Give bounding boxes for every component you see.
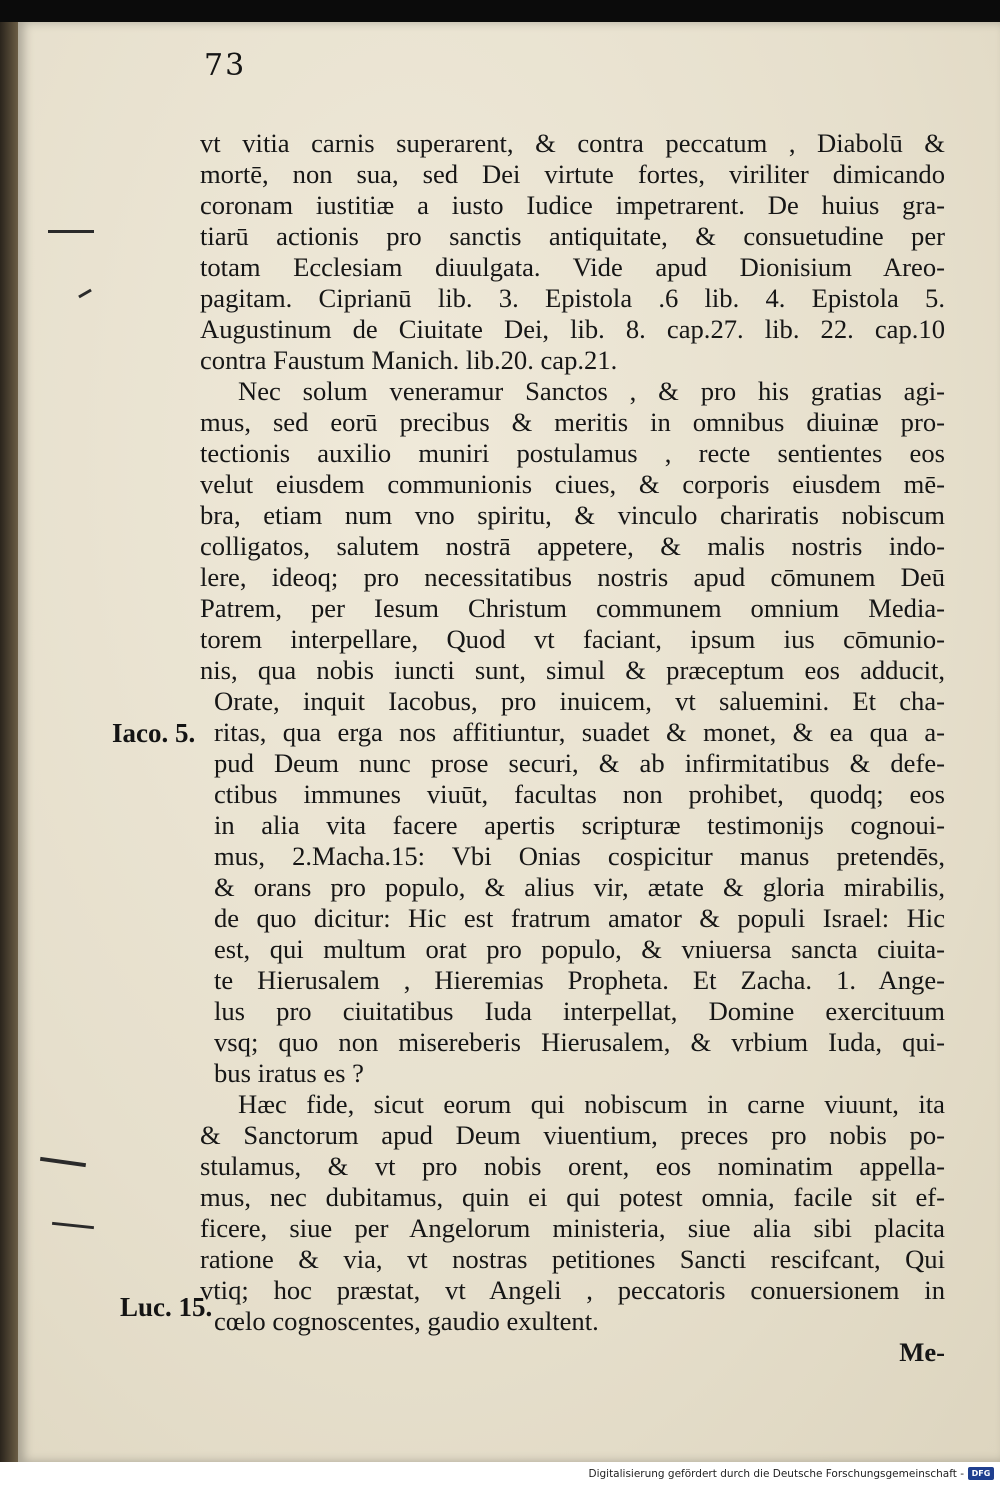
catchword: Me- <box>899 1337 945 1367</box>
text-line: colligatos, salutem nostrā appetere, & malis nostris indo- <box>200 531 945 561</box>
text-line: mus, sed eorū precibus & meritis in omnibus diuinæ pro- <box>200 407 945 437</box>
text-line: ficere, siue per Angelorum ministeria, siue alia sibi placita <box>200 1213 945 1243</box>
text-line: vsq; quo non misereberis Hierusalem, & vrbium Iuda, qui- <box>214 1027 945 1057</box>
text-line: Patrem, per Iesum Christum communem omnium Media- <box>200 593 945 623</box>
text-line: cœlo cognoscentes, gaudio exultent. <box>214 1306 599 1336</box>
text-line: vtiq; hoc præstat, vt Angeli , peccatoris conuersionem in <box>200 1275 945 1305</box>
text-line: bra, etiam num vno spiritu, & vinculo chariratis nobiscum <box>200 500 945 530</box>
footer-credit: Digitalisierung gefördert durch die Deutsche Forschungsgemeinschaft - <box>588 1468 964 1480</box>
text-line: mortē, non sua, sed Dei virtute fortes, viriliter dimicando <box>200 159 945 189</box>
text-line: velut eiusdem communionis ciues, & corporis eiusdem mē- <box>200 469 945 499</box>
text-line: totam Ecclesiam diuulgata. Vide apud Dionisium Areo- <box>200 252 945 282</box>
book-binding-edge <box>0 22 18 1462</box>
text-line: Hæc fide, sicut eorum qui nobiscum in carne viuunt, ita <box>238 1089 945 1119</box>
text-line: pud Deum nunc prose securi, & ab infirmitatibus & defe- <box>214 748 945 778</box>
text-line: nis, qua nobis iuncti sunt, simul & præceptum eos adducit, <box>200 655 945 685</box>
text-line: in alia vita facere apertis scripturæ testimonijs cognoui- <box>214 810 945 840</box>
margin-note-iaco: Iaco. 5. <box>112 718 196 748</box>
text-line: tiarū actionis pro sanctis antiquitate, & consuetudine per <box>200 221 945 251</box>
text-line: Orate, inquit Iacobus, pro inuicem, vt saluemini. Et cha- <box>214 686 945 716</box>
text-line: stulamus, & vt pro nobis orent, eos nominatim appella- <box>200 1151 945 1181</box>
text-line: & Sanctorum apud Deum viuentium, preces pro nobis po- <box>200 1120 945 1150</box>
text-line: te Hierusalem , Hieremias Propheta. Et Zacha. 1. Ange- <box>214 965 945 995</box>
dfg-logo: DFG <box>968 1467 994 1480</box>
text-line: ratione & via, vt nostras petitiones Sancti rescifcant, Qui <box>200 1244 945 1274</box>
text-line: coronam iustitiæ a iusto Iudice impetrarent. De huius gra- <box>200 190 945 220</box>
text-line: ctibus immunes viuūt, facultas non prohibet, quodq; eos <box>214 779 945 809</box>
text-line: mus, 2.Macha.15: Vbi Onias cospicitur manus pretendēs, <box>214 841 945 871</box>
text-line: lus pro ciuitatibus Iuda interpellat, Domine exercituum <box>214 996 945 1026</box>
text-line: pagitam. Ciprianū lib. 3. Epistola .6 lib. 4. Epistola 5. <box>200 283 945 313</box>
digitization-footer <box>0 1462 1000 1486</box>
text-line: lere, ideoq; pro necessitatibus nostris apud cōmunem Deū <box>200 562 945 592</box>
margin-note-luc: Luc. 15. <box>120 1292 213 1322</box>
text-line: est, qui multum orat pro populo, & vniuersa sancta ciuita- <box>214 934 945 964</box>
margin-mark <box>48 230 94 233</box>
text-line: de quo dicitur: Hic est fratrum amator & populi Israel: Hic <box>214 903 945 933</box>
text-line: Nec solum veneramur Sanctos , & pro his gratias agi- <box>238 376 945 406</box>
text-line: torem interpellare, Quod vt faciant, ipsum ius cōmunio- <box>200 624 945 654</box>
page-number: 73 <box>204 48 247 83</box>
body-text <box>200 128 945 1368</box>
text-line: contra Faustum Manich. lib.20. cap.21. <box>200 345 618 375</box>
text-line: vt vitia carnis superarent, & contra peccatum , Diabolū & <box>200 128 945 158</box>
text-line: tectionis auxilio muniri postulamus , recte sentientes eos <box>200 438 945 468</box>
text-line: bus iratus es ? <box>214 1058 364 1088</box>
text-line: ritas, qua erga nos affitiuntur, suadet & monet, & ea qua a- <box>214 717 945 747</box>
text-line: Augustinum de Ciuitate Dei, lib. 8. cap.27. lib. 22. cap.10 <box>200 314 945 344</box>
text-line: & orans pro populo, & alius vir, ætate & gloria mirabilis, <box>214 872 945 902</box>
text-line: mus, nec dubitamus, quin ei qui potest omnia, facile sit ef- <box>200 1182 945 1212</box>
